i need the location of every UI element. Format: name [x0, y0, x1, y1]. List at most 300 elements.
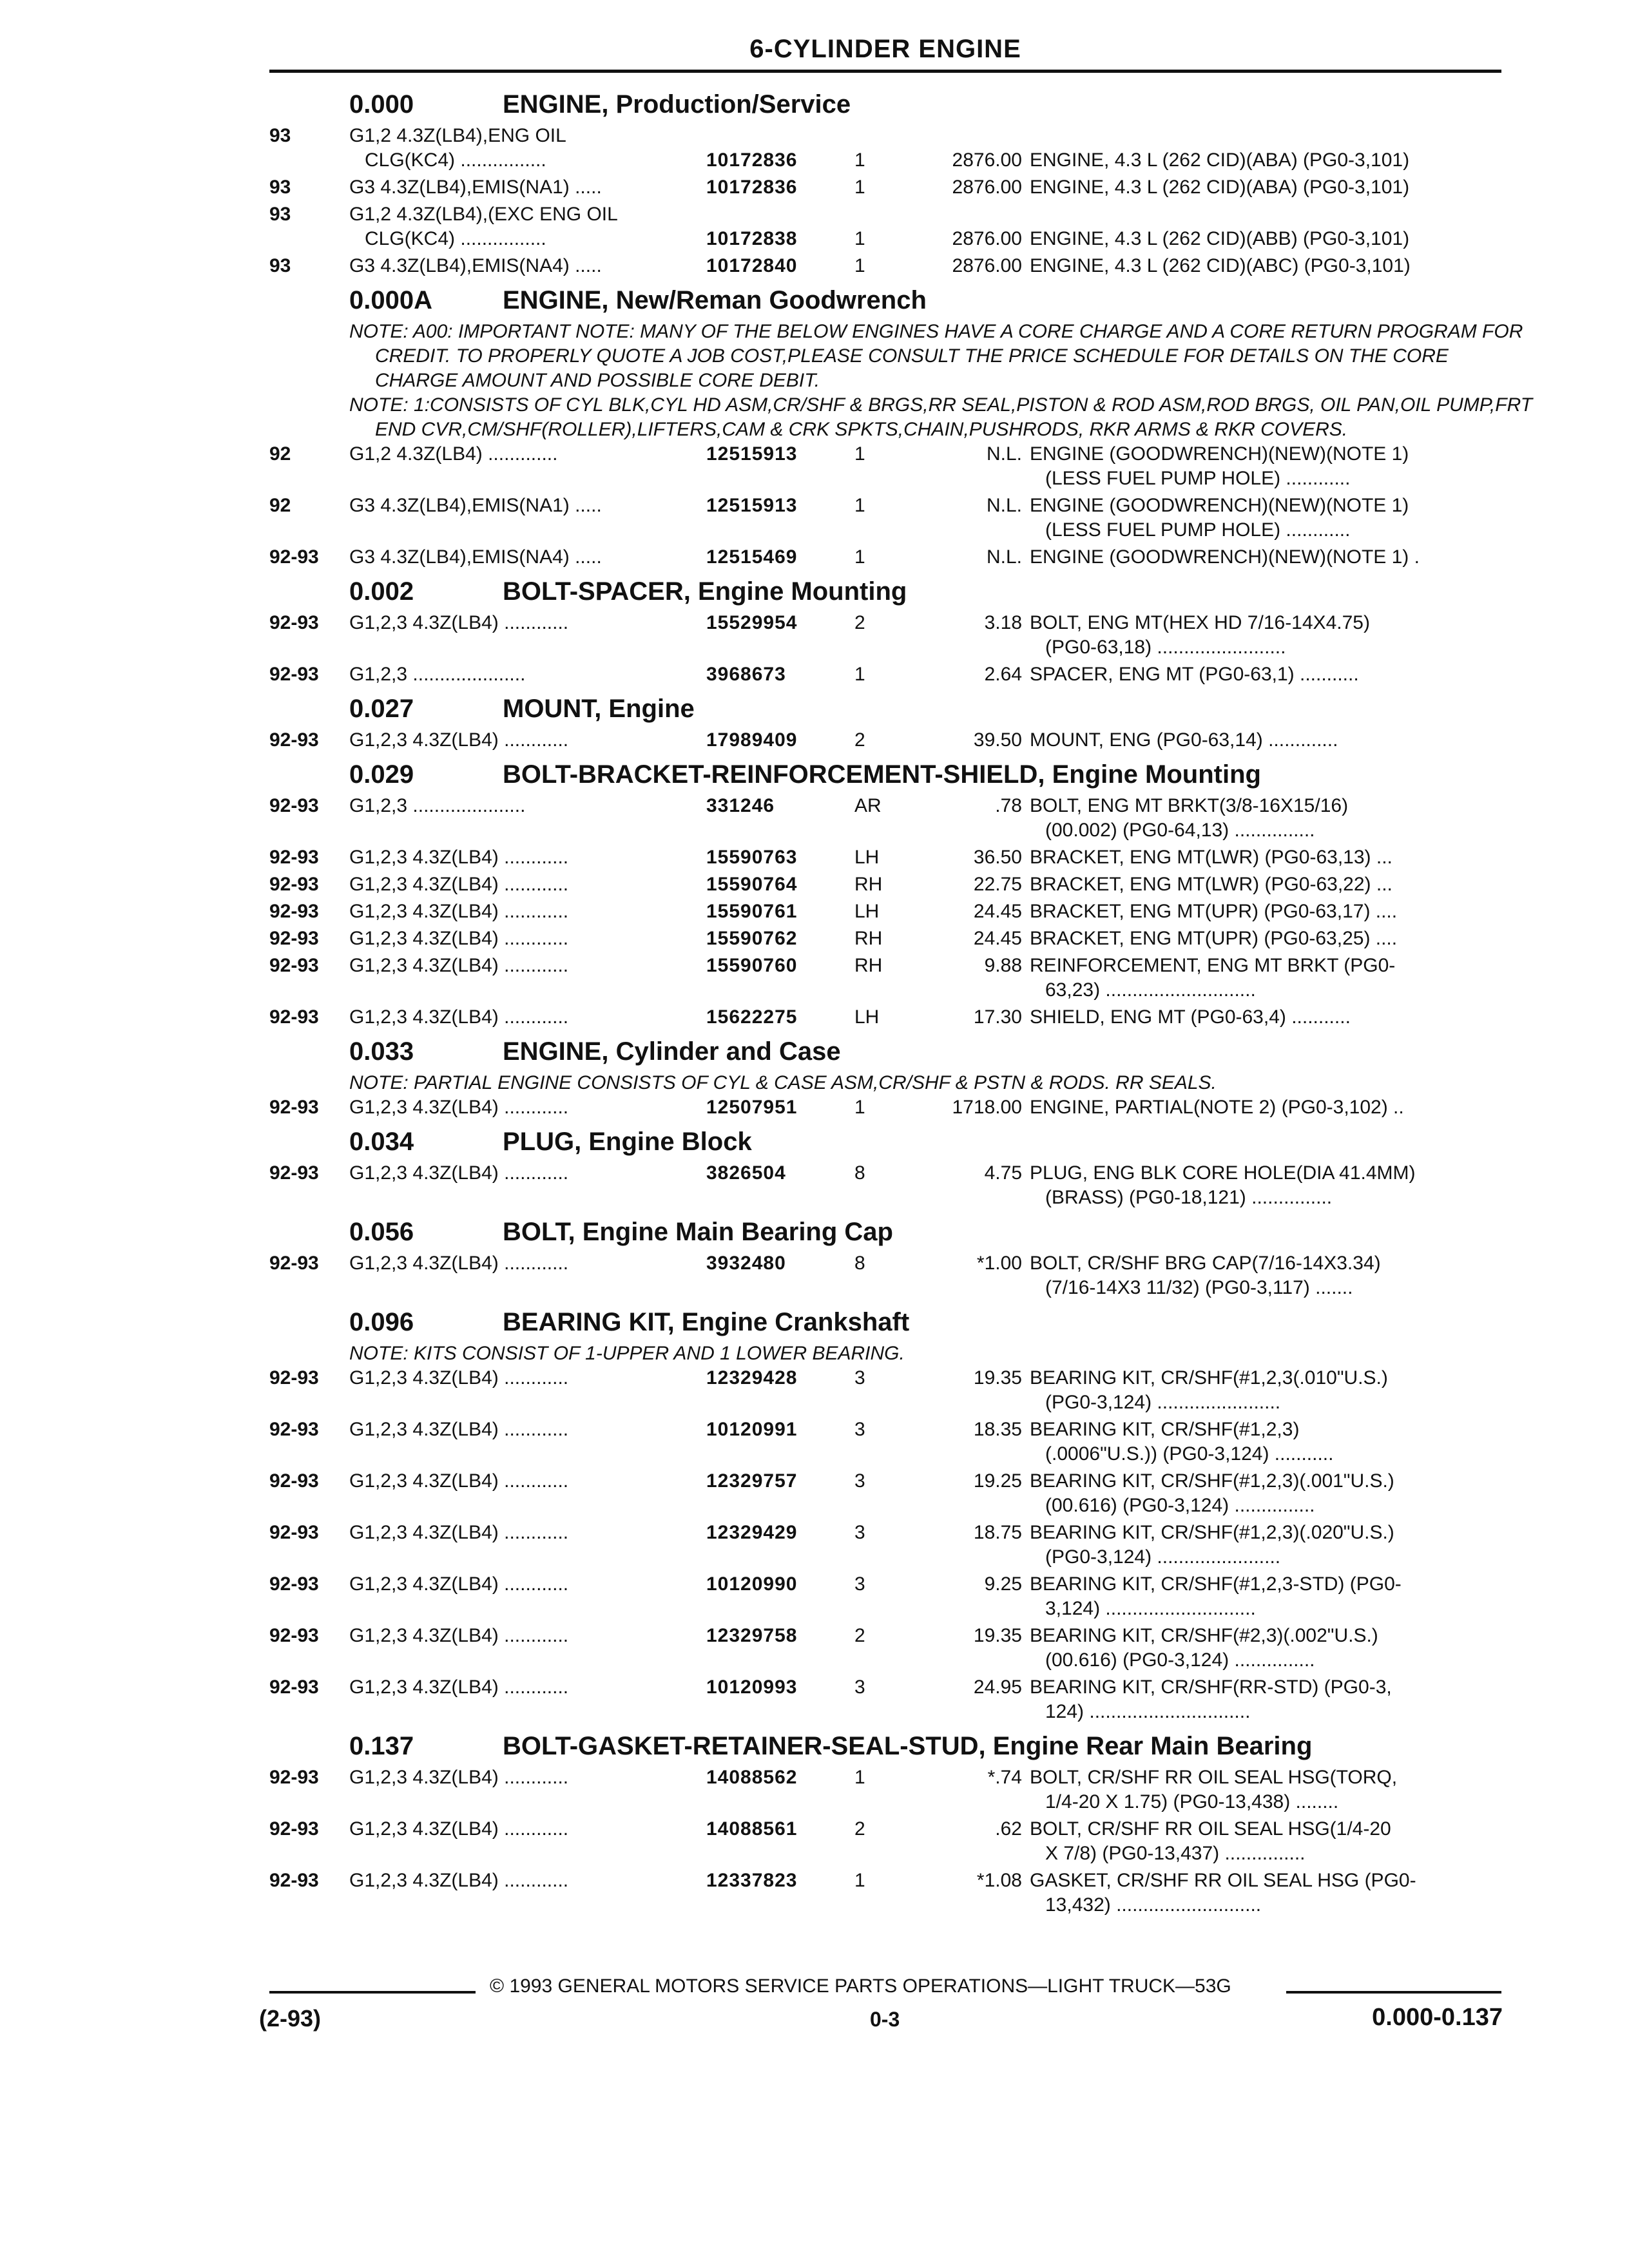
quantity: RH: [854, 928, 883, 949]
model-years: 92-93: [269, 901, 319, 922]
part-name-line: ENGINE, 4.3 L (262 CID)(ABA) (PG0-3,101): [1030, 177, 1410, 198]
part-number: 12515469: [706, 546, 798, 568]
parts-row: [269, 1817, 1501, 1869]
description-line: G1,2 4.3Z(LB4) .............: [349, 443, 558, 465]
model-years: 92-93: [269, 1870, 319, 1891]
price: 9.88: [984, 955, 1022, 976]
section-title: BEARING KIT, Engine Crankshaft: [503, 1308, 910, 1336]
section-heading: [269, 281, 1501, 320]
part-name-line: BRACKET, ENG MT(UPR) (PG0-63,25) ....: [1030, 928, 1398, 949]
part-name: [1030, 1366, 1507, 1415]
quantity: 3: [854, 1573, 865, 1595]
description-line: G1,2,3 4.3Z(LB4) ............: [349, 1097, 569, 1118]
description-line: G1,2,3 4.3Z(LB4) ............: [349, 901, 569, 922]
section-heading: [269, 85, 1501, 124]
section-number: 0.029: [349, 760, 414, 789]
quantity: 2: [854, 1818, 865, 1840]
part-number: 10172838: [706, 228, 798, 249]
part-name-line: BOLT, ENG MT(HEX HD 7/16-14X4.75): [1030, 612, 1370, 633]
part-number: 14088562: [706, 1767, 798, 1788]
part-name-line: BEARING KIT, CR/SHF(#1,2,3): [1030, 1419, 1300, 1440]
part-name-line: SHIELD, ENG MT (PG0-63,4) ...........: [1030, 1006, 1351, 1028]
part-name: [1030, 1095, 1507, 1120]
price: .78: [995, 795, 1022, 816]
page-title: 6-CYLINDER ENGINE: [749, 35, 1021, 63]
price: 2876.00: [952, 177, 1022, 198]
section-title: BOLT-BRACKET-REINFORCEMENT-SHIELD, Engine Mounting: [503, 760, 1261, 789]
price: 18.75: [973, 1522, 1022, 1543]
price: 24.45: [973, 928, 1022, 949]
description-line: G1,2,3 4.3Z(LB4) ............: [349, 847, 569, 868]
model-years: 92-93: [269, 1367, 319, 1389]
model-years: 93: [269, 204, 291, 225]
section-number: 0.033: [349, 1037, 414, 1066]
part-number: 10120990: [706, 1573, 798, 1595]
part-number: 15529954: [706, 612, 798, 633]
description-line: G1,2,3 4.3Z(LB4) ............: [349, 1818, 569, 1840]
model-years: 92: [269, 443, 291, 465]
price: N.L.: [986, 495, 1022, 516]
part-number: 12515913: [706, 495, 798, 516]
price: 19.25: [973, 1470, 1022, 1492]
part-number: 3968673: [706, 664, 786, 685]
part-number: 12329757: [706, 1470, 798, 1492]
price: 2.64: [984, 664, 1022, 685]
model-years: 92-93: [269, 847, 319, 868]
parts-row: [269, 1624, 1501, 1675]
quantity: 3: [854, 1367, 865, 1389]
parts-row: [269, 927, 1501, 954]
part-name: [1030, 927, 1507, 951]
section-title: MOUNT, Engine: [503, 695, 695, 723]
parts-row: [269, 728, 1501, 755]
section-number: 0.000A: [349, 286, 432, 314]
section-heading: [269, 1213, 1501, 1251]
model-years: 92-93: [269, 795, 319, 816]
model-years: 92-93: [269, 1470, 319, 1492]
part-name-line: SPACER, ENG MT (PG0-63,1) ...........: [1030, 664, 1359, 685]
description-line: G1,2 4.3Z(LB4),ENG OIL: [349, 125, 566, 146]
part-name-line: BEARING KIT, CR/SHF(#1,2,3(.010"U.S.): [1030, 1367, 1388, 1389]
part-name-line: (PG0-3,124) .......................: [1045, 1546, 1281, 1568]
parts-row: [269, 1418, 1501, 1469]
part-name-line: (00.002) (PG0-64,13) ...............: [1045, 820, 1315, 841]
price: 17.30: [973, 1006, 1022, 1028]
part-number: 15590762: [706, 928, 798, 949]
part-name: [1030, 545, 1507, 570]
part-number: 10172836: [706, 149, 798, 171]
part-name-line: (00.616) (PG0-3,124) ...............: [1045, 1649, 1315, 1671]
part-name: [1030, 175, 1507, 200]
part-number: 10172840: [706, 255, 798, 276]
part-name: [1030, 1624, 1507, 1673]
part-name-line: ENGINE, PARTIAL(NOTE 2) (PG0-3,102) ..: [1030, 1097, 1404, 1118]
part-name-line: 1/4-20 X 1.75) (PG0-13,438) ........: [1045, 1791, 1339, 1812]
price: N.L.: [986, 546, 1022, 568]
quantity: 1: [854, 546, 865, 568]
part-number: 14088561: [706, 1818, 798, 1840]
parts-row: [269, 124, 1501, 175]
description-line: G1,2,3 4.3Z(LB4) ............: [349, 1419, 569, 1440]
part-name: [1030, 872, 1507, 897]
part-name-line: ENGINE, 4.3 L (262 CID)(ABB) (PG0-3,101): [1030, 228, 1410, 249]
model-years: 93: [269, 125, 291, 146]
part-number: 15590764: [706, 874, 798, 895]
quantity: 1: [854, 1097, 865, 1118]
quantity: 3: [854, 1419, 865, 1440]
part-name-line: (00.616) (PG0-3,124) ...............: [1045, 1495, 1315, 1516]
description-line: G1,2,3 4.3Z(LB4) ............: [349, 1470, 569, 1492]
parts-row: [269, 1251, 1501, 1303]
part-number: 10120991: [706, 1419, 798, 1440]
description-line: G1,2,3 4.3Z(LB4) ............: [349, 1573, 569, 1595]
quantity: 1: [854, 1767, 865, 1788]
model-years: 92: [269, 495, 291, 516]
parts-row: [269, 611, 1501, 662]
footer-date: (2-93): [259, 2005, 322, 2032]
parts-row: [269, 494, 1501, 545]
parts-catalog-content: [269, 85, 1533, 1920]
model-years: 92-93: [269, 1006, 319, 1028]
parts-row: [269, 899, 1501, 927]
quantity: LH: [854, 901, 880, 922]
part-name: [1030, 227, 1507, 251]
description-line: G1,2,3 4.3Z(LB4) ............: [349, 1522, 569, 1543]
part-name-line: BEARING KIT, CR/SHF(#1,2,3)(.001"U.S.): [1030, 1470, 1394, 1492]
price: 1718.00: [952, 1097, 1022, 1118]
quantity: 1: [854, 177, 865, 198]
parts-row: [269, 442, 1501, 494]
description-line: G3 4.3Z(LB4),EMIS(NA4) .....: [349, 546, 602, 568]
part-name-line: 63,23) ............................: [1045, 979, 1256, 1001]
section-title: ENGINE, Production/Service: [503, 90, 851, 119]
model-years: 92-93: [269, 612, 319, 633]
description-line: G1,2,3 4.3Z(LB4) ............: [349, 874, 569, 895]
part-name-line: (LESS FUEL PUMP HOLE) ............: [1045, 468, 1351, 489]
section-number: 0.137: [349, 1732, 414, 1760]
part-name-line: ENGINE (GOODWRENCH)(NEW)(NOTE 1): [1030, 443, 1409, 465]
part-name-line: ENGINE (GOODWRENCH)(NEW)(NOTE 1) .: [1030, 546, 1420, 568]
part-name-line: (.0006"U.S.)) (PG0-3,124) ...........: [1045, 1443, 1334, 1465]
description-line: G1,2,3 4.3Z(LB4) ............: [349, 1767, 569, 1788]
parts-row: [269, 1869, 1501, 1920]
section-heading: [269, 755, 1501, 794]
part-name: [1030, 1572, 1507, 1621]
part-number: 15590763: [706, 847, 798, 868]
model-years: 92-93: [269, 874, 319, 895]
parts-row: [269, 872, 1501, 899]
model-years: 93: [269, 177, 291, 198]
section-heading: [269, 1032, 1501, 1071]
description-line: G1,2,3 4.3Z(LB4) ............: [349, 612, 569, 633]
quantity: 1: [854, 255, 865, 276]
price: 9.25: [984, 1573, 1022, 1595]
price: *.74: [987, 1767, 1022, 1788]
model-years: 92-93: [269, 1419, 319, 1440]
price: .62: [995, 1818, 1022, 1840]
parts-row: [269, 1675, 1501, 1727]
model-years: 92-93: [269, 1253, 319, 1274]
description-line: G1,2,3 4.3Z(LB4) ............: [349, 1677, 569, 1698]
part-name-line: ENGINE, 4.3 L (262 CID)(ABC) (PG0-3,101): [1030, 255, 1411, 276]
section-number: 0.096: [349, 1308, 414, 1336]
quantity: 2: [854, 729, 865, 751]
parts-row: [269, 662, 1501, 689]
quantity: AR: [854, 795, 882, 816]
part-number: 10120993: [706, 1677, 798, 1698]
part-name-line: ENGINE, 4.3 L (262 CID)(ABA) (PG0-3,101): [1030, 149, 1410, 171]
part-number: 12337823: [706, 1870, 798, 1891]
parts-row: [269, 1095, 1501, 1122]
part-number: 3932480: [706, 1253, 786, 1274]
parts-row: [269, 1765, 1501, 1817]
model-years: 92-93: [269, 1677, 319, 1698]
model-years: 92-93: [269, 729, 319, 751]
model-years: 92-93: [269, 546, 319, 568]
section-heading: [269, 1727, 1501, 1765]
footer-rule-left: [269, 1991, 476, 1994]
part-number: 12329758: [706, 1625, 798, 1646]
price: 4.75: [984, 1162, 1022, 1184]
description-line: G1,2,3 4.3Z(LB4) ............: [349, 1367, 569, 1389]
quantity: 8: [854, 1162, 865, 1184]
part-number: 12507951: [706, 1097, 798, 1118]
part-name: [1030, 662, 1507, 687]
model-years: 92-93: [269, 664, 319, 685]
part-name: [1030, 442, 1507, 491]
quantity: LH: [854, 1006, 880, 1028]
price: 24.95: [973, 1677, 1022, 1698]
part-name-line: 13,432) ...........................: [1045, 1894, 1262, 1916]
part-name: [1030, 1005, 1507, 1030]
part-name-line: 124) ..............................: [1045, 1701, 1251, 1722]
part-name-line: 3,124) ............................: [1045, 1598, 1256, 1619]
model-years: 92-93: [269, 1522, 319, 1543]
part-name: [1030, 1251, 1507, 1300]
price: N.L.: [986, 443, 1022, 465]
part-name-line: (LESS FUEL PUMP HOLE) ............: [1045, 519, 1351, 541]
part-name-line: BEARING KIT, CR/SHF(#1,2,3-STD) (PG0-: [1030, 1573, 1402, 1595]
part-name-line: PLUG, ENG BLK CORE HOLE(DIA 41.4MM): [1030, 1162, 1416, 1184]
description-line: CLG(KC4) ................: [365, 149, 546, 171]
part-number: 15590760: [706, 955, 798, 976]
part-name-line: (PG0-3,124) .......................: [1045, 1392, 1281, 1413]
parts-row: [269, 1005, 1501, 1032]
part-name-line: BRACKET, ENG MT(UPR) (PG0-63,17) ....: [1030, 901, 1398, 922]
parts-row: [269, 254, 1501, 281]
description-line: G1,2,3 4.3Z(LB4) ............: [349, 955, 569, 976]
model-years: 92-93: [269, 928, 319, 949]
description-line: G1,2,3 4.3Z(LB4) ............: [349, 1253, 569, 1274]
part-name-line: ENGINE (GOODWRENCH)(NEW)(NOTE 1): [1030, 495, 1409, 516]
parts-row: [269, 175, 1501, 202]
part-name-line: BOLT, CR/SHF BRG CAP(7/16-14X3.34): [1030, 1253, 1381, 1274]
part-name: [1030, 1765, 1507, 1814]
section-number: 0.027: [349, 695, 414, 723]
part-name: [1030, 1817, 1507, 1866]
price: 18.35: [973, 1419, 1022, 1440]
section-note: NOTE: A00: IMPORTANT NOTE: MANY OF THE BELOW ENGINES HAVE A CORE CHARGE AND A CORE RETURN PROGRAM FOR CREDIT. TO PROPERLY QUOTE A JOB COST,PLEASE CONSULT THE PRICE SCHEDULE FOR DETAILS ON THE CORE CHARGE AMOUNT AND POSSIBLE CORE DEBIT.: [349, 321, 1523, 391]
section-heading: [269, 689, 1501, 728]
section-note: NOTE: KITS CONSIST OF 1-UPPER AND 1 LOWER BEARING.: [349, 1343, 905, 1364]
description-line: G3 4.3Z(LB4),EMIS(NA1) .....: [349, 495, 602, 516]
model-years: 92-93: [269, 1097, 319, 1118]
quantity: 2: [854, 1625, 865, 1646]
description-line: G1,2,3 .....................: [349, 664, 526, 685]
description-line: G1,2,3 .....................: [349, 795, 526, 816]
section-title: ENGINE, Cylinder and Case: [503, 1037, 841, 1066]
part-name: [1030, 899, 1507, 924]
part-name: [1030, 494, 1507, 543]
description-line: G1,2,3 4.3Z(LB4) ............: [349, 1625, 569, 1646]
description-line: G1,2,3 4.3Z(LB4) ............: [349, 729, 569, 751]
part-number: 12515913: [706, 443, 798, 465]
quantity: 1: [854, 443, 865, 465]
part-name-line: (7/16-14X3 11/32) (PG0-3,117) .......: [1045, 1277, 1353, 1298]
description-line: G3 4.3Z(LB4),EMIS(NA1) .....: [349, 177, 602, 198]
model-years: 93: [269, 255, 291, 276]
footer-copyright: © 1993 GENERAL MOTORS SERVICE PARTS OPERATIONS—LIGHT TRUCK—53G: [490, 1975, 1231, 1997]
section-title: BOLT, Engine Main Bearing Cap: [503, 1218, 893, 1246]
footer-rule-right: [1286, 1991, 1501, 1994]
section-note: NOTE: PARTIAL ENGINE CONSISTS OF CYL & CASE ASM,CR/SHF & PSTN & RODS. RR SEALS.: [349, 1072, 1217, 1093]
quantity: RH: [854, 955, 883, 976]
parts-row: [269, 1366, 1501, 1418]
price: 19.35: [973, 1625, 1022, 1646]
description-line: G3 4.3Z(LB4),EMIS(NA4) .....: [349, 255, 602, 276]
parts-row: [269, 1161, 1501, 1213]
part-name-line: REINFORCEMENT, ENG MT BRKT (PG0-: [1030, 955, 1396, 976]
part-name: [1030, 1161, 1507, 1210]
price: 2876.00: [952, 149, 1022, 171]
part-name: [1030, 728, 1507, 753]
part-name: [1030, 148, 1507, 173]
quantity: 3: [854, 1470, 865, 1492]
model-years: 92-93: [269, 1818, 319, 1840]
price: 36.50: [973, 847, 1022, 868]
part-name: [1030, 611, 1507, 660]
price: 39.50: [973, 729, 1022, 751]
description-line: CLG(KC4) ................: [365, 228, 546, 249]
part-name-line: BEARING KIT, CR/SHF(#2,3)(.002"U.S.): [1030, 1625, 1378, 1646]
part-name-line: BOLT, CR/SHF RR OIL SEAL HSG(1/4-20: [1030, 1818, 1391, 1840]
section-title: BOLT-GASKET-RETAINER-SEAL-STUD, Engine Rear Main Bearing: [503, 1732, 1313, 1760]
part-number: 12329429: [706, 1522, 798, 1543]
part-name: [1030, 1418, 1507, 1466]
price: 2876.00: [952, 228, 1022, 249]
description-line: G1,2,3 4.3Z(LB4) ............: [349, 1162, 569, 1184]
part-name-line: X 7/8) (PG0-13,437) ...............: [1045, 1843, 1306, 1864]
price: *1.00: [976, 1253, 1022, 1274]
section-title: ENGINE, New/Reman Goodwrench: [503, 286, 927, 314]
part-number: 15622275: [706, 1006, 798, 1028]
parts-row: [269, 1469, 1501, 1521]
section-number: 0.056: [349, 1218, 414, 1246]
part-name-line: (BRASS) (PG0-18,121) ...............: [1045, 1187, 1333, 1208]
part-name: [1030, 794, 1507, 843]
section-title: BOLT-SPACER, Engine Mounting: [503, 577, 907, 606]
description-line: G1,2,3 4.3Z(LB4) ............: [349, 928, 569, 949]
quantity: 2: [854, 612, 865, 633]
part-number: 331246: [706, 795, 775, 816]
parts-row: [269, 794, 1501, 845]
quantity: 3: [854, 1677, 865, 1698]
quantity: 8: [854, 1253, 865, 1274]
parts-row: [269, 845, 1501, 872]
section-title: PLUG, Engine Block: [503, 1128, 752, 1156]
footer-page-number: 0-3: [870, 2008, 900, 2031]
parts-row: [269, 954, 1501, 1005]
description-line: G1,2,3 4.3Z(LB4) ............: [349, 1006, 569, 1028]
quantity: 1: [854, 149, 865, 171]
price: 19.35: [973, 1367, 1022, 1389]
part-name: [1030, 1521, 1507, 1570]
section-number: 0.034: [349, 1128, 414, 1156]
part-name: [1030, 1469, 1507, 1518]
quantity: 1: [854, 495, 865, 516]
part-name-line: BOLT, CR/SHF RR OIL SEAL HSG(TORQ,: [1030, 1767, 1398, 1788]
description-line: G1,2 4.3Z(LB4),(EXC ENG OIL: [349, 204, 618, 225]
description-line: G1,2,3 4.3Z(LB4) ............: [349, 1870, 569, 1891]
price: 24.45: [973, 901, 1022, 922]
section-note: NOTE: 1:CONSISTS OF CYL BLK,CYL HD ASM,CR/SHF & BRGS,RR SEAL,PISTON & ROD ASM,ROD BRGS, OIL PAN,OIL PUMP,FRT END CVR,CM/SHF(ROLLER),LIFTERS,CAM & CRK SPKTS,CHAIN,PUSHRODS, RKR ARMS & RKR COVERS.: [349, 394, 1533, 440]
part-name: [1030, 954, 1507, 1003]
price: *1.08: [976, 1870, 1022, 1891]
part-name-line: BRACKET, ENG MT(LWR) (PG0-63,13) ...: [1030, 847, 1393, 868]
section-number: 0.000: [349, 90, 414, 119]
section-heading: [269, 572, 1501, 611]
parts-row: [269, 202, 1501, 254]
part-name-line: GASKET, CR/SHF RR OIL SEAL HSG (PG0-: [1030, 1870, 1416, 1891]
part-name-line: (PG0-63,18) ........................: [1045, 637, 1286, 658]
price: 22.75: [973, 874, 1022, 895]
price: 2876.00: [952, 255, 1022, 276]
quantity: 1: [854, 664, 865, 685]
part-number: 17989409: [706, 729, 798, 751]
page-header: [269, 32, 1501, 73]
part-name: [1030, 845, 1507, 870]
quantity: LH: [854, 847, 880, 868]
part-name: [1030, 1869, 1507, 1917]
model-years: 92-93: [269, 1162, 319, 1184]
part-number: 3826504: [706, 1162, 786, 1184]
price: 3.18: [984, 612, 1022, 633]
part-name-line: MOUNT, ENG (PG0-63,14) .............: [1030, 729, 1338, 751]
quantity: 3: [854, 1522, 865, 1543]
section-number: 0.002: [349, 577, 414, 606]
part-number: 15590761: [706, 901, 798, 922]
part-name-line: BRACKET, ENG MT(LWR) (PG0-63,22) ...: [1030, 874, 1393, 895]
part-number: 10172836: [706, 177, 798, 198]
section-heading: [269, 1122, 1501, 1161]
parts-row: [269, 545, 1501, 572]
part-name: [1030, 1675, 1507, 1724]
parts-row: [269, 1572, 1501, 1624]
parts-row: [269, 1521, 1501, 1572]
part-name-line: BEARING KIT, CR/SHF(RR-STD) (PG0-3,: [1030, 1677, 1392, 1698]
quantity: 1: [854, 228, 865, 249]
part-name-line: BOLT, ENG MT BRKT(3/8-16X15/16): [1030, 795, 1349, 816]
part-number: 12329428: [706, 1367, 798, 1389]
quantity: 1: [854, 1870, 865, 1891]
model-years: 92-93: [269, 1625, 319, 1646]
model-years: 92-93: [269, 955, 319, 976]
quantity: RH: [854, 874, 883, 895]
model-years: 92-93: [269, 1767, 319, 1788]
model-years: 92-93: [269, 1573, 319, 1595]
footer-section-range: 0.000-0.137: [1372, 2004, 1503, 2031]
part-name: [1030, 254, 1507, 278]
